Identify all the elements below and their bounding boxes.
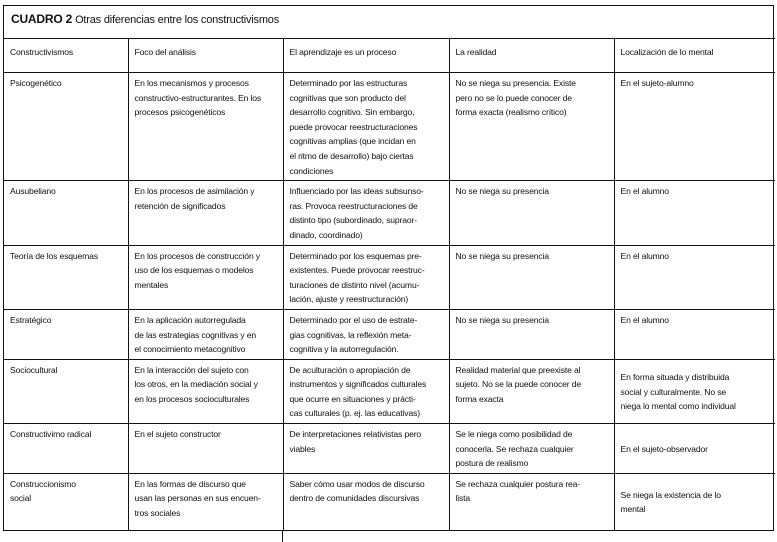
table-title [4,6,773,38]
cell-text: Psicogenético [10,78,62,88]
cell-text: En el alumno [620,250,669,261]
cell-text: De aculturación o apropiación de instrumentos y significados culturales que ocurre en situaciones y prácti- cas culturales (p. ej. las educativas) [289,364,427,419]
cell-text: En los procesos de construcción y uso de los esquemas o modelos mentales [134,250,260,290]
cell-text: Se le niega como posibilidad de conocerla. Se rechaza cualquier postura de realismo [455,429,574,469]
table-cell-learning-process [283,473,449,530]
table-number: CUADRO 2 [11,12,73,26]
table-cell-constructivism [4,359,128,423]
table-cell-mental-location [614,424,775,474]
table-cell-constructivism [4,424,128,474]
header-label: Localización de lo mental [620,47,714,57]
table-row [4,424,775,474]
table-cell-reality [449,424,614,474]
header-label: El aprendizaje es un proceso [289,47,397,57]
comparison-table [4,38,775,530]
table-cell-focus [128,73,283,181]
table-cell-focus [128,473,283,530]
cell-text: Ausubeliano [10,186,56,197]
table-cell-mental-location [614,73,775,181]
table-cell-constructivism [4,245,128,309]
table-cell-mental-location [614,359,775,423]
cell-text: Se niega la existencia de lo mental [620,489,721,515]
table-row [4,359,775,423]
column-header-mental-location [614,39,775,73]
table-cell-focus [128,309,283,359]
table-cell-reality [449,73,614,181]
cell-text: No se niega su presencia. Existe pero no se lo puede conocer de forma exacta (realismo crítico) [455,78,576,118]
table-cell-reality [449,359,614,423]
table-cell-constructivism [4,73,128,181]
cell-text: Determinado por los esquemas pre- existentes. Puede provocar reestruc- turaciones de distinto nivel (acumu- lación, ajuste y reestructuración) [289,250,425,305]
cell-text: No se niega su presencia [455,250,549,261]
cell-text: En la aplicación autorregulada de las estrategias cognitivas y en el conocimiento metacognitivo [134,314,256,355]
table-cell-mental-location [614,309,775,359]
cell-text: Determinado por el uso de estrate- gias cognitivas, la reflexión meta- cognitiva y la autorregulación. [289,314,418,355]
table-cell-constructivism [4,309,128,359]
column-header-learning-process [283,39,449,73]
cell-text: No se niega su presencia [455,314,549,325]
cell-text: Construccionismo social [10,478,76,504]
cell-text: En forma situada y distribuida social y culturalmente. No se niega lo mental como individual [620,371,736,412]
header-row [4,39,775,73]
table-row [4,473,775,530]
cell-text: Se rechaza cualquier postura rea- lista [455,478,581,504]
table-cell-mental-location [614,245,775,309]
cell-text: Constructivimo radical [10,429,92,440]
cell-text: No se niega su presencia [455,186,549,197]
cell-text: En las formas de discurso que usan las personas en sus encuen- tros sociales [134,478,261,519]
cell-text: Sociocultural [10,364,58,375]
cell-text: En los procesos de asimilación y retención de significados [134,186,255,211]
table-cell-focus [128,424,283,474]
column-header-reality [449,39,614,73]
table-row [4,245,775,309]
table-cell-reality [449,473,614,530]
table-cell-mental-location [614,181,775,245]
table-cell-learning-process [283,359,449,423]
table-cell-reality [449,181,614,245]
table-cell-learning-process [283,309,449,359]
table-row [4,73,775,181]
table-cell-focus [128,359,283,423]
table-caption: Otras diferencias entre los constructivismos [75,14,280,26]
header-label: Foco del análisis [134,47,196,57]
table-cell-reality [449,245,614,309]
cell-text: Teoría de los esquemas [10,250,98,261]
column-header-constructivism [4,39,128,73]
table-cell-focus [128,245,283,309]
cell-text: En la interacción del sujeto con los otros, en la mediación social y en los procesos socioculturales [134,364,258,404]
divider [282,531,777,542]
header-label: Constructivismos [10,47,74,57]
cell-text: En el sujeto-alumno [620,78,694,88]
table-row [4,309,775,359]
cell-text: En el sujeto constructor [134,429,221,440]
table-cell-learning-process [283,73,449,181]
cell-text: En el alumno [620,314,669,325]
cell-text: Saber cómo usar modos de discurso dentro de comunidades discursivas [289,478,425,504]
table-cell-constructivism [4,181,128,245]
column-header-focus [128,39,283,73]
cell-text: Realidad material que preexiste al sujeto. No se la puede conocer de forma exacta [455,364,581,404]
cell-text: De interpretaciones relativistas pero viables [289,429,422,454]
table-cell-focus [128,181,283,245]
cell-text: Estratégico [10,314,52,325]
table-frame [3,5,774,531]
cell-text: En los mecanismos y procesos constructivo-estructurantes. En los procesos psicogenéticos [134,78,262,118]
table-cell-learning-process [283,181,449,245]
table-row [4,181,775,245]
table-cell-reality [449,309,614,359]
table-cell-mental-location [614,473,775,530]
table-cell-learning-process [283,424,449,474]
table-cell-learning-process [283,245,449,309]
cell-text: En el alumno [620,186,669,197]
header-label: La realidad [455,47,497,57]
table-cell-constructivism [4,473,128,530]
cell-text: Influenciado por las ideas subsunso- ras. Provoca reestructuraciones de distinto tipo (subordinado, supraor- dinado, coordinado) [289,186,424,240]
cell-text: En el sujeto-observador [620,443,708,454]
cell-text: Determinado por las estructuras cognitivas que son producto del desarrollo cognitivo. Sin embargo, puede provocar reestructuraciones cognitivas amplias (que incidan en el ritmo de desarrollo) bajo ciertas condiciones [289,78,418,176]
